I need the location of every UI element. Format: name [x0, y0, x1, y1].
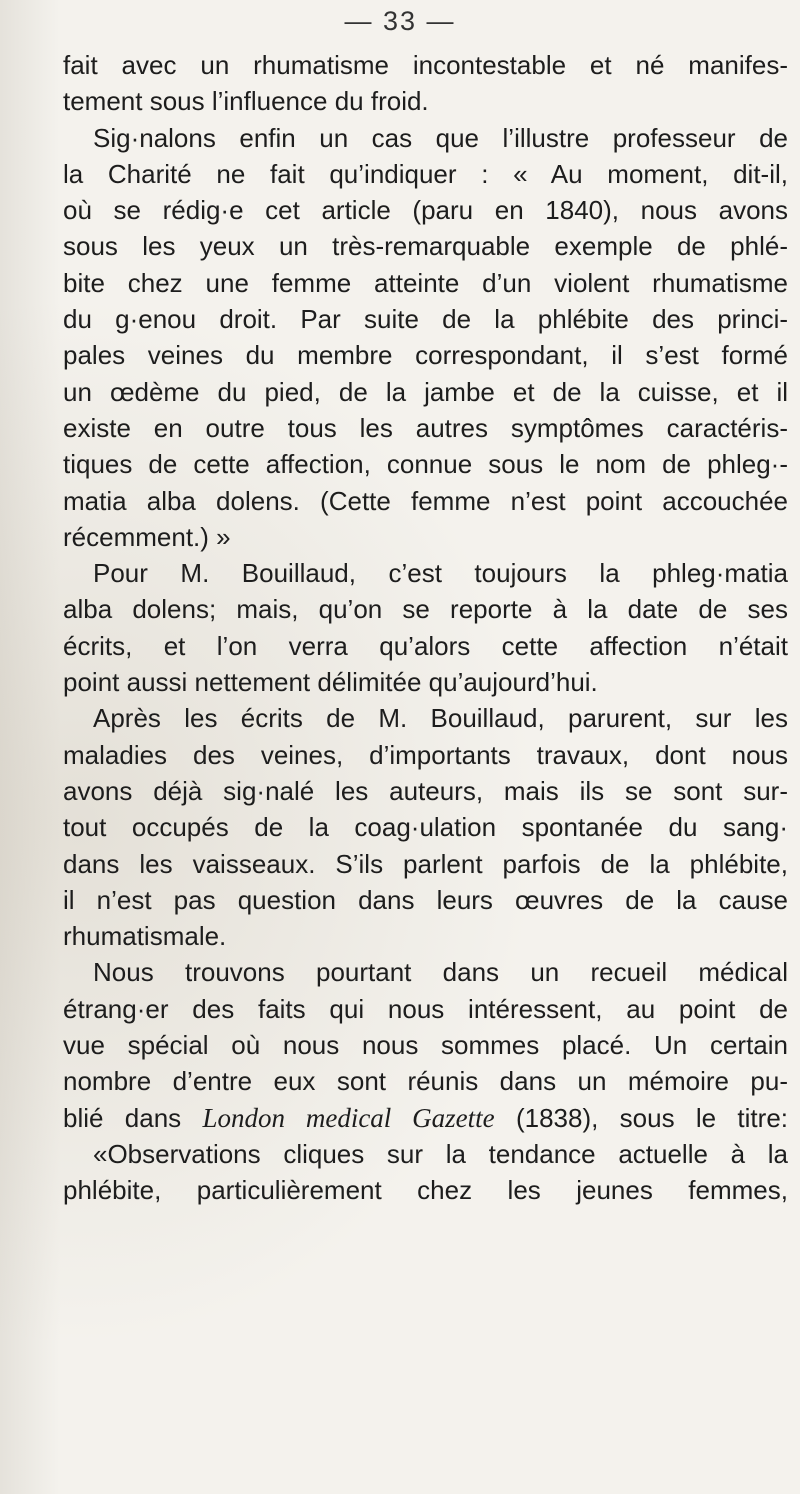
- text-line: bite chez une femme atteinte d’un violent rhumatisme: [63, 267, 788, 298]
- text-line: où se rédig·e cet article (paru en 1840), nous avons: [63, 195, 788, 226]
- text-line: Nous trouvons pourtant dans un recueil médical: [93, 957, 788, 988]
- text-line: récemment.) »: [63, 521, 231, 552]
- citation-suffix: (1838), sous le titre:: [494, 1102, 788, 1133]
- text-line: sous les yeux un très-remarquable exemple de phlé-: [63, 231, 788, 262]
- text-line: point aussi nettement délimitée qu’aujourd’hui.: [63, 667, 598, 698]
- text-line: existe en outre tous les autres symptômes caractéris-: [63, 412, 788, 443]
- body-text: [63, 47, 788, 1209]
- text-line: Après les écrits de M. Bouillaud, parurent, sur les: [93, 703, 788, 734]
- journal-title: London medical Gazette: [202, 1102, 495, 1133]
- text-line: il n’est pas question dans leurs œuvres de la cause: [63, 884, 788, 915]
- page-number: — 33 —: [344, 6, 456, 36]
- text-line: fait avec un rhumatisme incontestable et né manifes-: [63, 50, 788, 80]
- text-line: phlébite, particulièrement chez les jeunes femmes,: [63, 1175, 788, 1206]
- text-line: du g·enou droit. Par suite de la phlébite des princi-: [63, 304, 788, 335]
- text-line-with-citation: [63, 1100, 788, 1136]
- text-line: maladies des veines, d’importants travaux, dont nous: [63, 739, 788, 770]
- text-line: la Charité ne fait qu’indiquer : « Au moment, dit-il,: [63, 158, 788, 189]
- citation-prefix: blié dans: [63, 1102, 203, 1133]
- text-line: tout occupés de la coag·ulation spontanée du sang·: [63, 812, 788, 843]
- text-line: dans les vaisseaux. S’ils parlent parfois de la phlébite,: [63, 848, 788, 879]
- text-line: pales veines du membre correspondant, il s’est formé: [63, 340, 788, 371]
- text-line: tiques de cette affection, connue sous le nom de phleg·-: [63, 449, 788, 480]
- text-line: matia alba dolens. (Cette femme n’est point accouchée: [63, 485, 788, 516]
- text-line: Sig·nalons enfin un cas que l’illustre professeur de: [93, 122, 788, 153]
- text-line: alba dolens; mais, qu’on se reporte à la date de ses: [63, 594, 788, 625]
- text-line: nombre d’entre eux sont réunis dans un mémoire pu-: [63, 1066, 788, 1097]
- text-line: Pour M. Bouillaud, c’est toujours la phleg·matia: [93, 558, 788, 589]
- text-line: tement sous l’influence du froid.: [63, 86, 429, 117]
- text-line: «Observations cliques sur la tendance actuelle à la: [93, 1138, 788, 1169]
- text-line: rhumatismale.: [63, 921, 227, 952]
- text-line: étrang·er des faits qui nous intéressent, au point de: [63, 993, 788, 1024]
- text-line: avons déjà sig·nalé les auteurs, mais ils se sont sur-: [63, 775, 788, 806]
- text-line: vue spécial où nous nous sommes placé. Un certain: [63, 1030, 788, 1061]
- text-line: un œdème du pied, de la jambe et de la cuisse, et il: [63, 376, 788, 407]
- text-line: écrits, et l’on verra qu’alors cette affection n’était: [63, 630, 788, 661]
